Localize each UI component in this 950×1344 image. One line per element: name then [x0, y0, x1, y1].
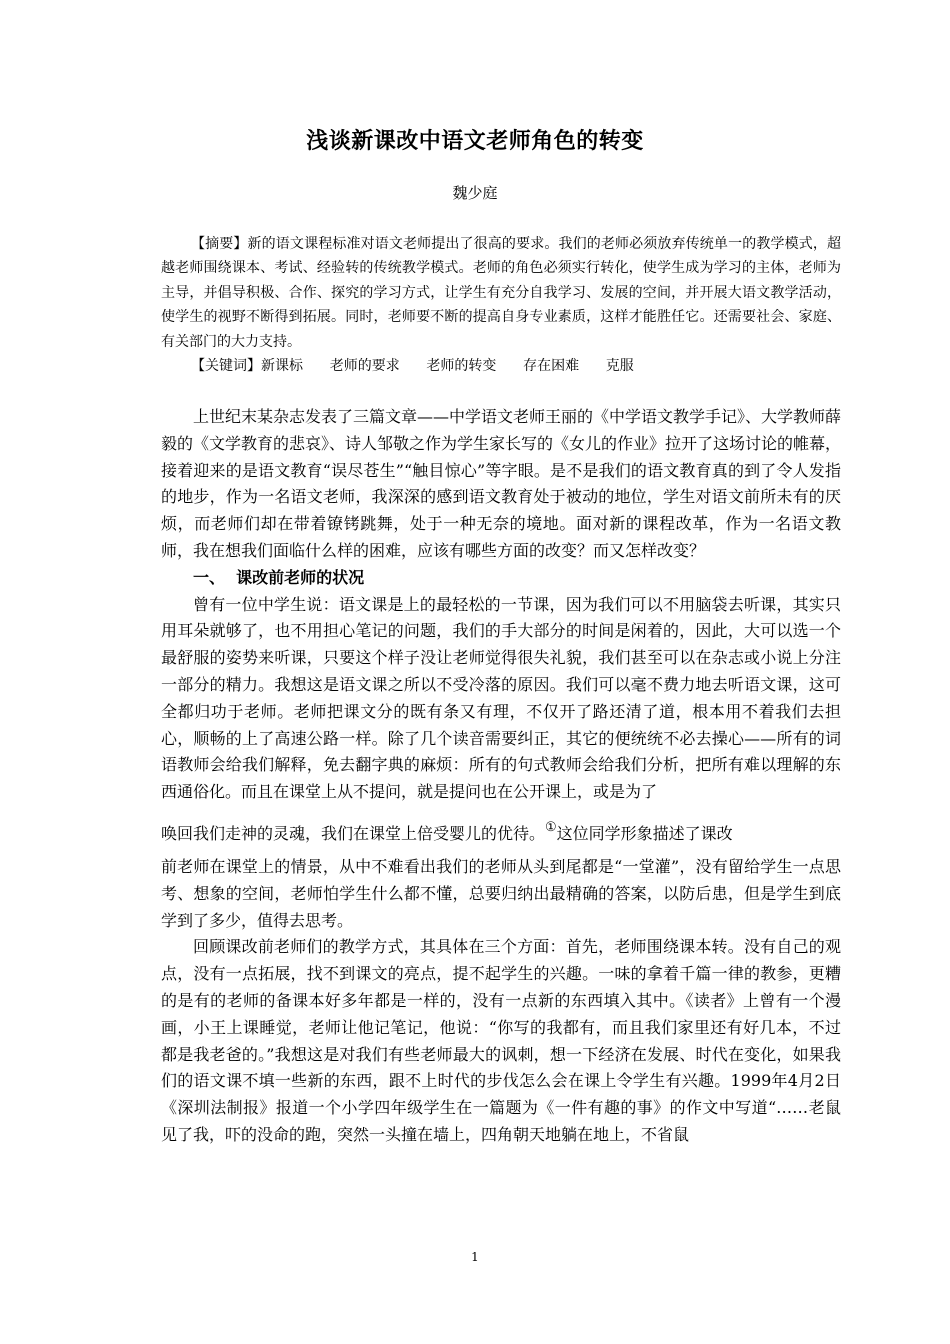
quote-follow-text: 这位同学形象描述了课改 — [556, 823, 733, 843]
section-heading-1: 一、 课改前老师的状况 — [193, 567, 365, 587]
paragraph-continuation: 前老师在课堂上的情景，从中不难看出我们的老师从头到尾都是“一堂灌”，没有留给学生一点思考、想象的空间，老师怕学生什么都不懂，总要归纳出最精确的答案，以防后患，但是学生到底学到了多少，值得去思考。 — [161, 856, 841, 930]
footnote-marker[interactable]: ① — [545, 819, 557, 835]
author-name: 魏少庭 — [452, 184, 498, 202]
keywords-line: 【关键词】新课标 老师的要求 老师的转变 存在困难 克服 — [191, 358, 634, 375]
paragraph-student-quote: 曾有一位中学生说：语文课是上的最轻松的一节课，因为我们可以不用脑袋去听课，其实只用耳朵就够了，也不用担心笔记的问题，我们的手大部分的时间是闲着的，因此，大可以选一个最舒服的姿势来听课，只要这个样子没让老师觉得很失礼貌，我们甚至可以在杂志或小说上分注一部分的精力。我想这是语文课之所以不受冷落的原因。我们可以毫不费力地去听语文课，这可全都归功于老师。老师把课文分的既有条又有理，不仅开了路还清了道，根本用不着我们去担心，顺畅的上了高速公路一样。除了几个读音需要纠正，其它的便统统不必去操心——所有的词语教师会给我们解释，免去翻字典的麻烦：所有的句式教师会给我们分析，把所有难以理解的东西通俗化。而且在课堂上从不提问，就是提问也在公开课上，或是为了 — [161, 594, 841, 802]
abstract-text: 【摘要】新的语文课程标准对语文老师提出了很高的要求。我们的老师必须放弃传统单一的教学模式，超越老师围绕课本、考试、经验转的传统教学模式。老师的角色必须实行转化，使学生成为学习的主体，老师为主导，并倡导积极、合作、探究的学习方式，让学生有充分自我学习、发展的空间，并开展大语文教学活动，使学生的视野不断得到拓展。同时，老师要不断的提高自身专业素质，这样才能胜任它。还需要社会、家庭、有关部门的大力支持。 — [161, 236, 841, 350]
paragraph-review: 回顾课改前老师们的教学方式，其具体在三个方面：首先，老师围绕课本转。没有自己的观点，没有一点拓展，找不到课文的亮点，提不起学生的兴趣。一味的拿着千篇一律的教参，更糟的是有的老师的备课本好多年都是一样的，没有一点新的东西填入其中。《读者》上曾有一个漫画，小王上课睡觉，老师让他记笔记，他说：“你写的我都有，而且我们家里还有好几本，不过都是我老爸的。”我想这是对我们有些老师最大的讽刺，想一下经济在发展、时代在变化，如果我们的语文课不填一些新的东西，跟不上时代的步伐怎么会在课上令学生有兴趣。1999年4月2日《深圳法制报》报道一个小学四年级学生在一篇题为《一件有趣的事》的作文中写道“……老鼠见了我，吓的没命的跑，突然一头撞在墙上，四角朝天地躺在地上，不省鼠 — [161, 937, 841, 1144]
paragraph-footnote-line — [161, 814, 841, 854]
body-text — [161, 404, 841, 1149]
page-number: 1 — [471, 1250, 479, 1264]
paragraph-intro: 上世纪末某杂志发表了三篇文章——中学语文老师王丽的《中学语文教学手记》、大学教师薛毅的《文学教育的悲哀》、诗人邹敬之作为学生家长写的《女儿的作业》拉开了这场讨论的帷幕，接着迎来的是语文教育“误尽苍生”“触目惊心”等字眼。是不是我们的语文教育真的到了令人发指的地步，作为一名语文老师，我深深的感到语文教育处于被动的地位，学生对语文前所未有的厌烦，而老师们却在带着镣铐跳舞，处于一种无奈的境地。面对新的课程改革，作为一名语文教师，我在想我们面临什么样的困难，应该有哪些方面的改变？而又怎样改变？ — [161, 407, 842, 560]
quote-end-text: 唤回我们走神的灵魂，我们在课堂上倍受婴儿的优待。 — [161, 823, 546, 843]
paper-title: 浅谈新课改中语文老师角色的转变 — [306, 129, 644, 154]
abstract-section — [161, 232, 841, 378]
